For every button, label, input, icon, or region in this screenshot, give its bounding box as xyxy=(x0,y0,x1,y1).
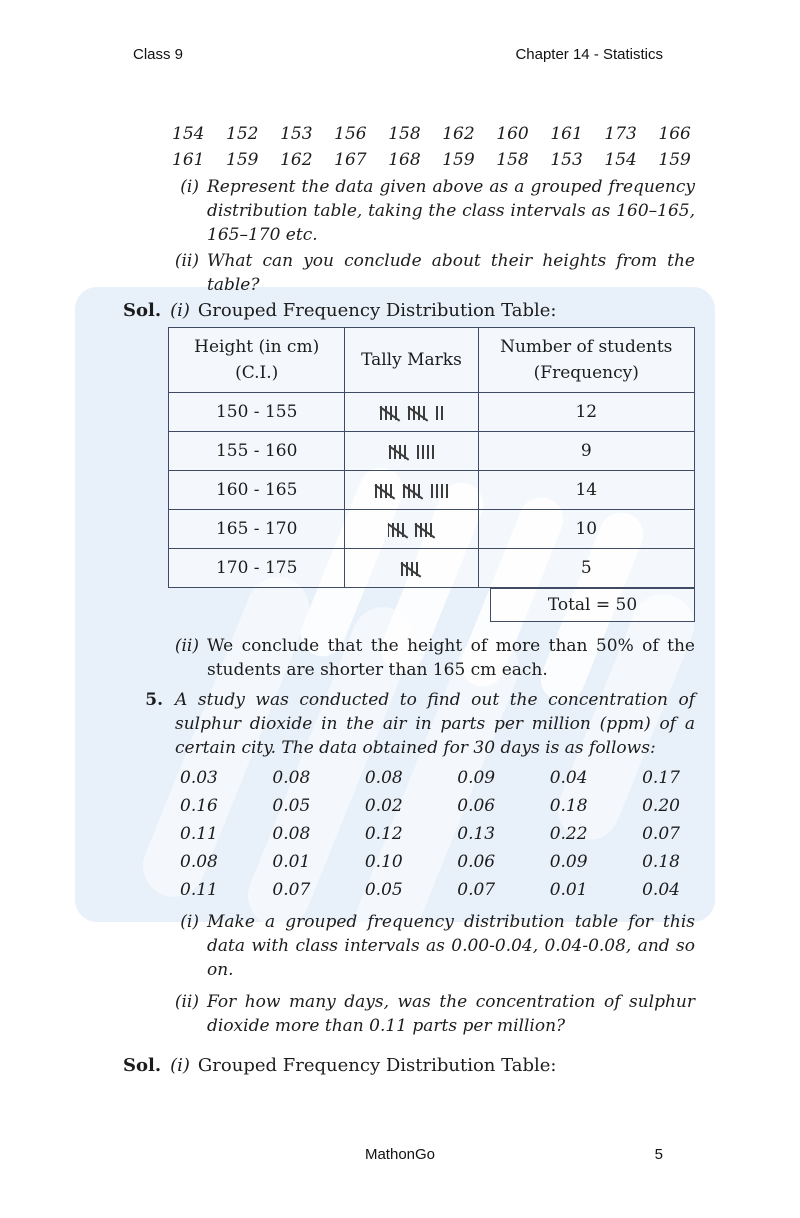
tally-group-icon xyxy=(431,484,448,498)
item-text: Represent the data given above as a grouped frequency distribution table, taking the class intervals as 160–165, 165–170 etc. xyxy=(207,177,695,245)
sol-label: Sol. xyxy=(123,300,162,321)
tally-group-five-icon xyxy=(380,406,400,420)
data-value: 0.20 xyxy=(642,796,680,816)
data-value: 173 xyxy=(604,124,637,144)
table-header-row xyxy=(169,328,695,393)
data-value: 0.18 xyxy=(642,852,680,872)
tally-group-five-icon xyxy=(403,484,423,498)
tally-group-five-icon xyxy=(375,484,395,498)
item-text: What can you conclude about their heights from the table? xyxy=(207,251,695,295)
data-value: 0.05 xyxy=(272,796,311,816)
data-value: 0.09 xyxy=(549,852,588,872)
data-value: 158 xyxy=(496,150,529,170)
frequency-cell: 9 xyxy=(478,432,694,471)
ci-cell: 165 - 170 xyxy=(169,510,345,549)
tally-cell xyxy=(345,432,478,471)
q5-data-row xyxy=(123,820,695,848)
data-value: 0.02 xyxy=(364,796,403,816)
data-value: 0.08 xyxy=(180,852,218,872)
data-value: 0.10 xyxy=(364,852,403,872)
data-value: 0.03 xyxy=(180,768,218,788)
data-value: 0.01 xyxy=(272,852,311,872)
item-marker: (ii) xyxy=(174,251,199,271)
data-value: 153 xyxy=(550,150,583,170)
sol-title: Grouped Frequency Distribution Table: xyxy=(197,1055,557,1076)
frequency-cell: 5 xyxy=(478,549,694,588)
q5-data-row xyxy=(123,792,695,820)
data-value: 156 xyxy=(334,124,367,144)
tally-group-five-icon xyxy=(401,562,421,576)
item-marker: (ii) xyxy=(174,992,199,1012)
solution4-part-ii xyxy=(123,634,695,682)
item-text: For how many days, was the concentration of sulphur dioxide more than 0.11 parts per million? xyxy=(207,992,695,1036)
data-value: 0.08 xyxy=(272,768,311,788)
data-value: 0.22 xyxy=(549,824,588,844)
frequency-cell: 14 xyxy=(478,471,694,510)
sol-part-marker: (i) xyxy=(170,300,190,321)
table-row xyxy=(169,432,695,471)
table-row xyxy=(169,510,695,549)
data-value: 0.08 xyxy=(364,768,403,788)
tally-cell xyxy=(345,510,478,549)
sol-part-marker: (i) xyxy=(170,1055,190,1076)
table-row xyxy=(169,393,695,432)
q5-part-ii xyxy=(123,990,695,1038)
data-value: 0.17 xyxy=(642,768,680,788)
sol-title: Grouped Frequency Distribution Table: xyxy=(197,300,557,321)
data-value: 0.13 xyxy=(457,824,496,844)
frequency-cell: 12 xyxy=(478,393,694,432)
q5-data-row xyxy=(123,876,695,904)
data-value: 0.01 xyxy=(549,880,588,900)
data-value: 168 xyxy=(388,150,421,170)
q4-part-i xyxy=(123,175,695,247)
data-value: 0.07 xyxy=(642,824,680,844)
tally-group-five-icon xyxy=(389,445,409,459)
item-text: We conclude that the height of more than 50% of the students are shorter than 165 cm each. xyxy=(207,636,695,680)
tally-group-five-icon xyxy=(408,406,428,420)
column-header-tally: Tally Marks xyxy=(345,328,478,393)
data-value: 0.09 xyxy=(457,768,496,788)
tally-cell xyxy=(345,471,478,510)
footer-brand: MathonGo xyxy=(364,1146,436,1163)
table-row xyxy=(169,471,695,510)
data-value: 159 xyxy=(226,150,259,170)
tally-group-five-icon xyxy=(388,523,408,537)
page-header xyxy=(0,0,800,64)
footer-page-number: 5 xyxy=(654,1146,663,1163)
item-text: Make a grouped frequency distribution table for this data with class intervals as 0.00-0.04, 0.04-0.08, and so on. xyxy=(207,912,695,980)
q5-data-row xyxy=(123,848,695,876)
column-header-frequency: Number of students (Frequency) xyxy=(478,328,694,393)
data-value: 0.11 xyxy=(180,824,218,844)
q5-data-row xyxy=(123,764,695,792)
frequency-table xyxy=(168,327,695,588)
item-marker: (i) xyxy=(180,177,199,197)
q4-data-row xyxy=(123,121,695,147)
tally-cell xyxy=(345,549,478,588)
ci-cell: 155 - 160 xyxy=(169,432,345,471)
data-value: 160 xyxy=(496,124,529,144)
data-value: 159 xyxy=(658,150,691,170)
data-value: 0.07 xyxy=(272,880,311,900)
data-value: 0.06 xyxy=(457,796,496,816)
frequency-cell: 10 xyxy=(478,510,694,549)
data-value: 0.06 xyxy=(457,852,496,872)
data-value: 162 xyxy=(280,150,313,170)
solution4-heading xyxy=(123,299,695,323)
data-value: 167 xyxy=(334,150,367,170)
tally-group-icon xyxy=(436,406,443,420)
data-value: 159 xyxy=(442,150,475,170)
q5-part-i xyxy=(123,910,695,982)
data-value: 153 xyxy=(280,124,313,144)
data-value: 0.11 xyxy=(180,880,218,900)
question-number: 5. xyxy=(145,690,163,710)
data-value: 154 xyxy=(604,150,637,170)
tally-group-icon xyxy=(417,445,434,459)
data-value: 166 xyxy=(658,124,691,144)
data-value: 0.04 xyxy=(642,880,680,900)
tally-cell xyxy=(345,393,478,432)
data-value: 0.18 xyxy=(549,796,588,816)
header-chapter-label: Chapter 14 - Statistics xyxy=(515,46,663,63)
data-value: 154 xyxy=(172,124,205,144)
q4-part-ii xyxy=(123,249,695,297)
q4-data-row xyxy=(123,147,695,173)
item-marker: (i) xyxy=(180,912,199,932)
data-value: 152 xyxy=(226,124,259,144)
data-value: 0.04 xyxy=(549,768,588,788)
ci-cell: 170 - 175 xyxy=(169,549,345,588)
header-class-label: Class 9 xyxy=(133,46,184,63)
data-value: 162 xyxy=(442,124,475,144)
data-value: 0.05 xyxy=(364,880,403,900)
item-marker: (ii) xyxy=(174,636,199,656)
data-value: 0.16 xyxy=(180,796,218,816)
solution5-heading xyxy=(123,1054,695,1078)
ci-cell: 150 - 155 xyxy=(169,393,345,432)
question-text: A study was conducted to find out the concentration of sulphur dioxide in the air in parts per million (ppm) of a certain city. The data obtained for 30 days is as follows: xyxy=(175,690,695,758)
data-value: 158 xyxy=(388,124,421,144)
data-value: 161 xyxy=(550,124,583,144)
data-value: 0.12 xyxy=(364,824,403,844)
page-footer xyxy=(0,1146,800,1163)
table-row xyxy=(169,549,695,588)
table-total-cell: Total = 50 xyxy=(490,588,695,622)
data-value: 0.07 xyxy=(457,880,496,900)
tally-group-five-icon xyxy=(415,523,435,537)
data-value: 161 xyxy=(172,150,205,170)
data-value: 0.08 xyxy=(272,824,311,844)
ci-cell: 160 - 165 xyxy=(169,471,345,510)
column-header-ci: Height (in cm) (C.I.) xyxy=(169,328,345,393)
question5 xyxy=(123,688,695,760)
sol-label: Sol. xyxy=(123,1055,162,1076)
